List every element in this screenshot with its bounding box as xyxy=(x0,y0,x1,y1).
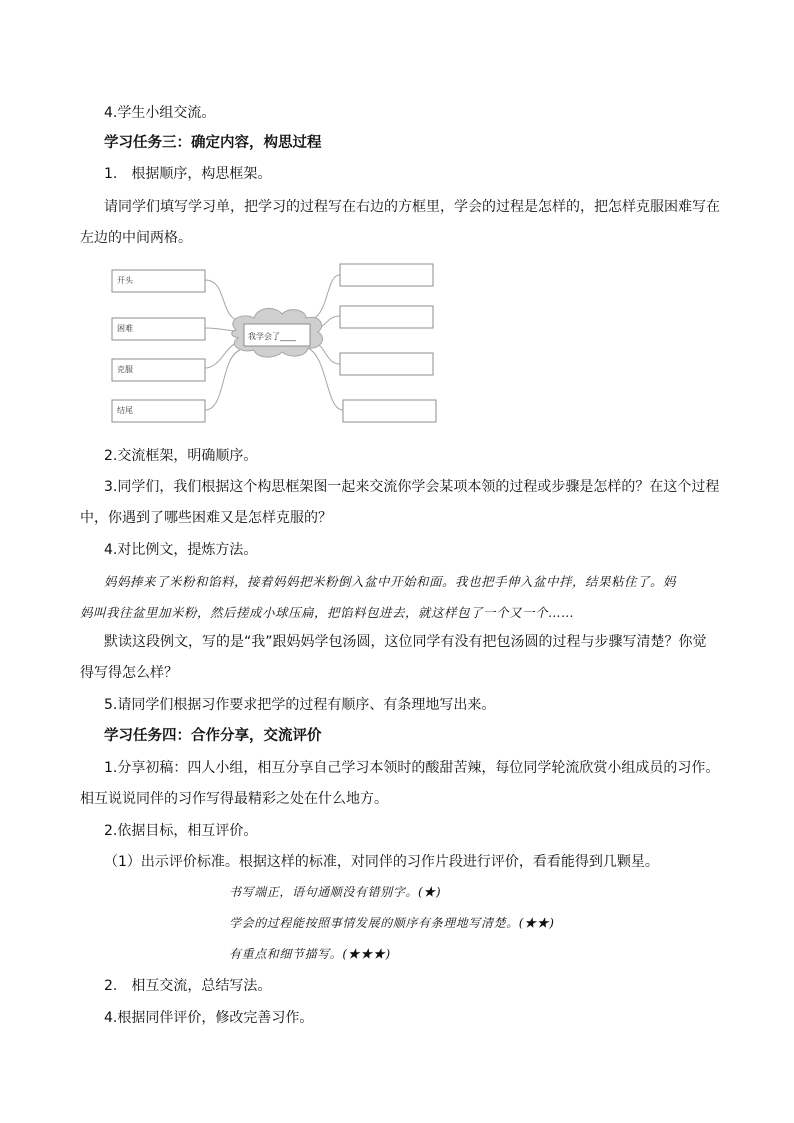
left-label-4: 结尾 xyxy=(117,406,133,415)
framework-diagram xyxy=(108,260,448,430)
connector-right-1 xyxy=(312,275,340,320)
example-text-line-1: 妈妈捧来了米粉和馅料，接着妈妈把米粉倒入盆中开始和面。我也把手伸入盆中拌，结果粘住了。妈 xyxy=(104,574,677,589)
instruction-line-1: 请同学们填写学习单，把学习的过程写在右边的方框里，学会的过程是怎样的，把怎样克服困难写在 xyxy=(104,199,720,215)
connector-left-4 xyxy=(205,350,240,410)
left-label-3: 克服 xyxy=(117,365,133,374)
connector-left-1 xyxy=(205,280,236,320)
right-box-3[interactable] xyxy=(340,353,433,375)
connector-right-4 xyxy=(308,348,343,410)
step-build-framework: 1. 根据顺序，构思框架。 xyxy=(104,166,272,182)
step-revise-writing: 4.根据同伴评价，修改完善习作。 xyxy=(104,1010,314,1026)
step-compare-example: 4.对比例文，提炼方法。 xyxy=(104,542,258,558)
criterion-2: 学会的过程能按照事情发展的顺序有条理地写清楚。(★★) xyxy=(229,916,555,930)
share-draft-line-1: 1.分享初稿：四人小组，相互分享自己学习本领时的酸甜苦辣，每位同学轮流欣赏小组成员的习作。 xyxy=(104,760,720,776)
step-peer-evaluate: 2.依据目标，相互评价。 xyxy=(104,823,258,839)
criterion-3: 有重点和细节描写。(★★★) xyxy=(229,947,391,961)
heading-task-four: 学习任务四：合作分享，交流评价 xyxy=(104,728,322,744)
connector-left-2 xyxy=(205,328,236,331)
evaluation-standard-intro: （1）出示评价标准。根据这样的标准，对同伴的习作片段进行评价，看看能得到几颗星。 xyxy=(104,854,659,870)
right-box-2[interactable] xyxy=(340,306,433,328)
step-exchange-framework: 2.交流框架，明确顺序。 xyxy=(104,448,258,464)
discussion-line-2: 中，你遇到了哪些困难又是怎样克服的？ xyxy=(80,510,332,526)
right-box-1[interactable] xyxy=(340,264,433,286)
left-label-2: 困难 xyxy=(117,324,133,333)
step-summarize-method: 2. 相互交流，总结写法。 xyxy=(104,978,272,994)
right-box-4[interactable] xyxy=(343,400,436,422)
reading-question-line-1: 默读这段例文，写的是“我”跟妈妈学包汤圆，这位同学有没有把包汤圆的过程与步骤写清楚？你觉 xyxy=(104,634,707,650)
example-text-line-2: 妈叫我往盆里加米粉，然后搓成小球压扁，把馅料包进去，就这样包了一个又一个…… xyxy=(80,605,575,620)
left-label-1: 开头 xyxy=(117,276,133,285)
criterion-1: 书写端正，语句通顺没有错别字。(★) xyxy=(229,885,442,899)
center-label: 我学会了____ xyxy=(248,332,296,341)
step-write-process: 5.请同学们根据习作要求把学的过程有顺序、有条理地写出来。 xyxy=(104,697,496,713)
share-draft-line-2: 相互说说同伴的习作写得最精彩之处在什么地方。 xyxy=(80,791,388,807)
discussion-line-1: 3.同学们，我们根据这个构思框架图一起来交流你学会某项本领的过程或步骤是怎样的？在这个过程 xyxy=(104,479,720,495)
step-student-group-exchange: 4.学生小组交流。 xyxy=(104,105,216,121)
heading-task-three: 学习任务三：确定内容，构思过程 xyxy=(104,135,322,151)
reading-question-line-2: 得写得怎么样？ xyxy=(80,665,178,681)
instruction-line-2: 左边的中间两格。 xyxy=(80,230,192,246)
